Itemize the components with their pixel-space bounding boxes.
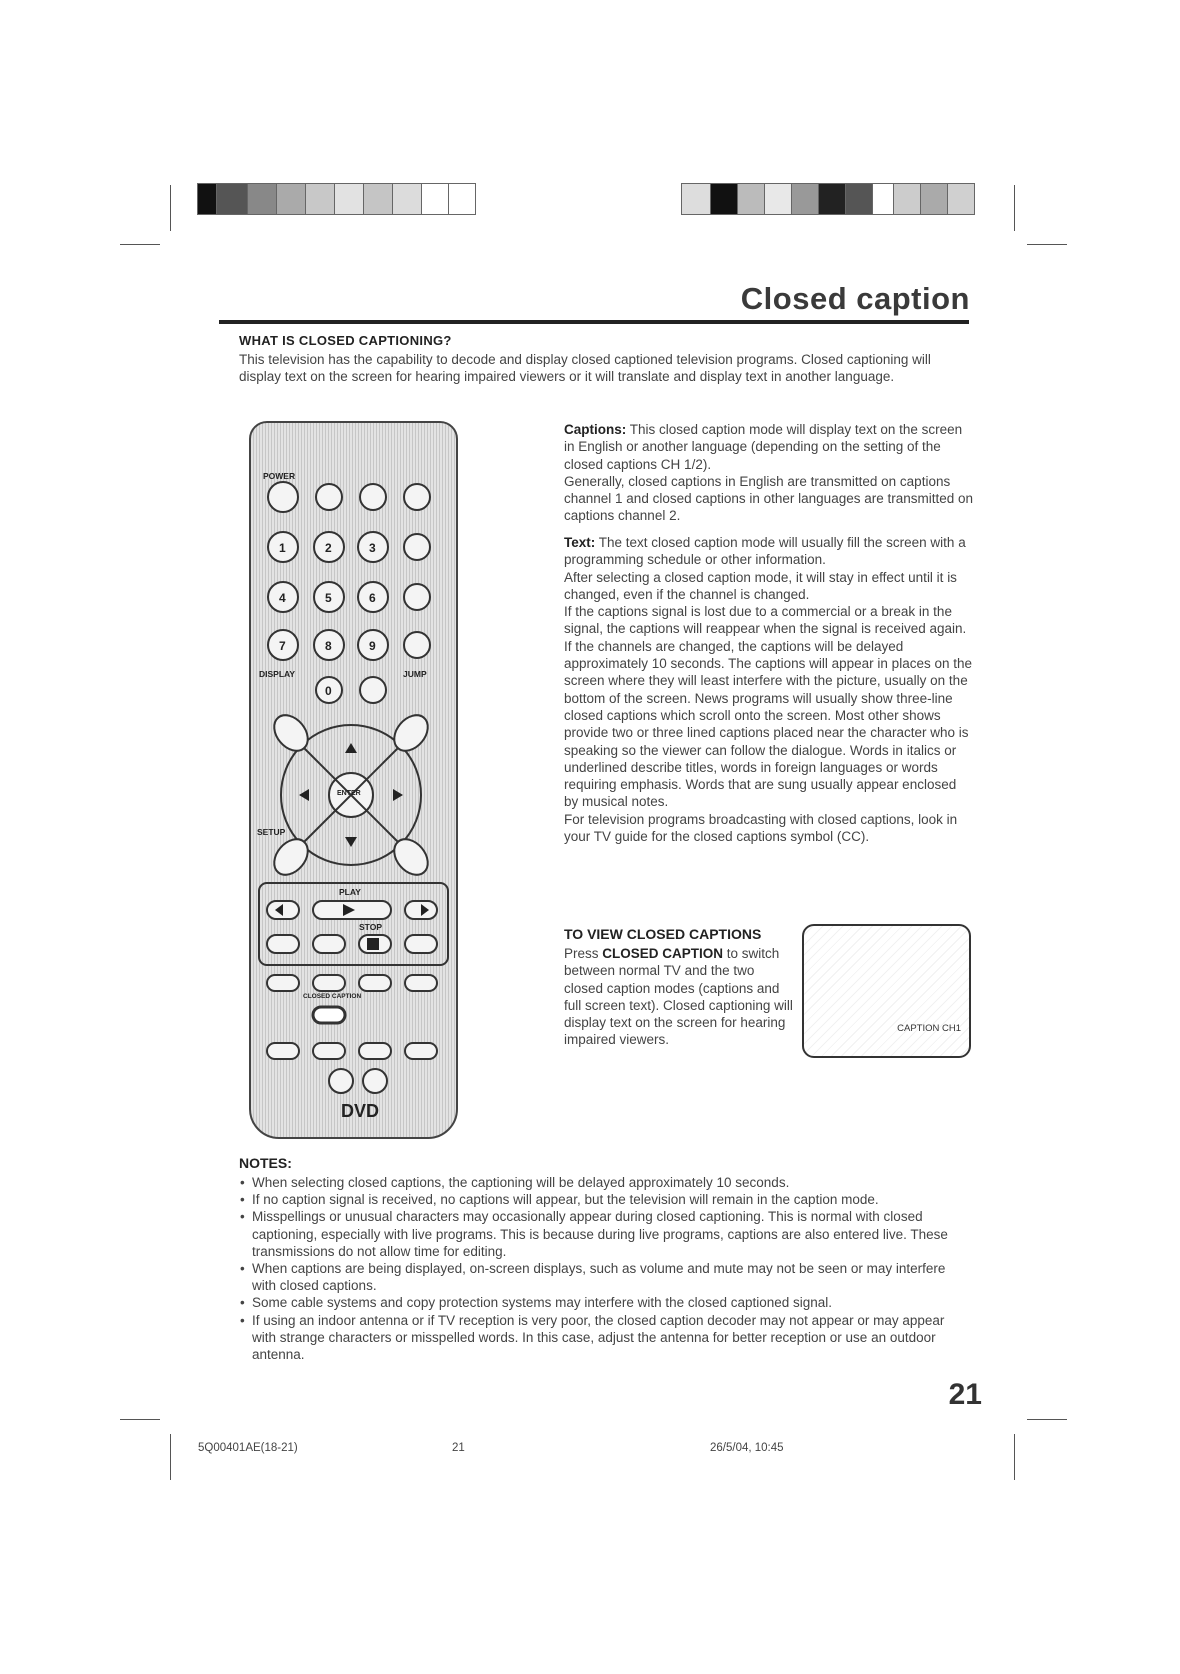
remote-drawing [251, 423, 456, 1137]
note-item: • If no caption signal is received, no captions will appear, but the television will remain in the caption mode. [240, 1191, 970, 1208]
crop-mark [170, 185, 171, 231]
remote-display-label: DISPLAY [259, 669, 296, 679]
section-intro-text: This television has the capability to decode and display closed captioned television programs. Closed captioning will display text on the screen for hearing impaired viewers or it will translate and display text in another language. [239, 352, 931, 385]
caption-channel-label: CAPTION CH1 [897, 1023, 961, 1034]
text-mode-text-4: For television programs broadcasting with closed captions, look in your TV guide for the closed captions symbol (CC). [564, 811, 958, 845]
remote-key-3: 3 [369, 541, 376, 555]
crop-mark [120, 244, 160, 245]
remote-key-1: 1 [279, 541, 286, 555]
captions-text-2: Generally, closed captions in English are transmitted on captions channel 1 and closed captions in other languages are transmitted on captions channel 2. [564, 473, 974, 524]
remote-power-label: POWER [263, 471, 296, 481]
section-heading-what: WHAT IS CLOSED CAPTIONING? [239, 333, 452, 348]
tv-screen-illustration [802, 924, 971, 1058]
registration-bar-right [681, 183, 975, 215]
remote-key-7: 7 [279, 639, 286, 653]
remote-key-8: 8 [325, 639, 332, 653]
text-mode-text-2: After selecting a closed caption mode, it will stay in effect until it is changed, even if the channel is changed. [564, 569, 957, 602]
crop-mark [1014, 1434, 1015, 1480]
remote-key-6: 6 [369, 591, 376, 605]
note-item: • Misspellings or unusual characters may occasionally appear during closed captioning. This is normal with closed captioning, especially with live programs. This is because during live programs, captions are also entered live. These transmissions do not allow time for editing. [240, 1208, 970, 1260]
note-item: • If using an indoor antenna or if TV reception is very poor, the closed caption decoder may not appear or may appear with strange characters or misspelled words. In this case, adjust the antenna for better reception or use an outdoor antenna. [240, 1312, 970, 1364]
footer-date: 26/5/04, 10:45 [710, 1442, 784, 1454]
title-rule [219, 320, 969, 324]
notes-heading: NOTES: [239, 1155, 292, 1171]
page-title: Closed caption [740, 281, 970, 316]
remote-closed-caption-label: CLOSED CAPTION [303, 993, 362, 1000]
remote-play-label: PLAY [339, 887, 361, 897]
svg-text:DVD: DVD [341, 1101, 380, 1121]
view-rest-text: to switch between normal TV and the two closed caption modes (captions and full screen text). Closed captioning will display text on the screen for hearing impaired viewers. [564, 946, 793, 1048]
note-item: • When selecting closed captions, the captioning will be delayed approximately 10 seconds. [240, 1174, 970, 1191]
remote-jump-label: JUMP [403, 669, 427, 679]
remote-key-2: 2 [325, 541, 332, 555]
note-item: • When captions are being displayed, on-screen displays, such as volume and mute may not be seen or may interfere with closed captions. [240, 1260, 970, 1294]
crop-mark [1014, 185, 1015, 231]
text-mode-label: Text: [564, 535, 596, 550]
crop-mark [1027, 244, 1067, 245]
page-number: 21 [948, 1378, 982, 1411]
remote-key-4: 4 [279, 591, 286, 605]
view-press-text: Press [564, 946, 603, 961]
crop-mark [1027, 1419, 1067, 1420]
note-item: • Some cable systems and copy protection systems may interfere with the closed captioned signal. [240, 1294, 970, 1311]
captions-description [564, 421, 974, 525]
remote-setup-label: SETUP [257, 827, 286, 837]
remote-control-illustration [249, 421, 458, 1139]
crop-mark [120, 1419, 160, 1420]
remote-key-9: 9 [369, 639, 376, 653]
registration-bar-left [197, 183, 476, 215]
remote-key-5: 5 [325, 591, 332, 605]
text-mode-text-1: The text closed caption mode will usually fill the screen with a programming schedule or other information. [564, 535, 966, 568]
view-captions-text [564, 945, 794, 1049]
captions-text-1: This closed caption mode will display text on the screen in English or another language (depending on the setting of the closed captions CH 1/2). [564, 422, 963, 472]
view-captions-heading: TO VIEW CLOSED CAPTIONS [564, 926, 762, 942]
crop-mark [170, 1434, 171, 1480]
text-mode-description [564, 534, 974, 845]
footer-code: 5Q00401AE(18-21) [198, 1442, 298, 1454]
captions-label: Captions: [564, 422, 627, 437]
remote-key-0: 0 [325, 684, 332, 698]
closed-caption-button-name: CLOSED CAPTION [602, 946, 724, 961]
notes-list [240, 1174, 970, 1363]
remote-stop-label: STOP [359, 922, 382, 932]
remote-enter-label: ENTER [337, 790, 361, 797]
footer-page: 21 [452, 1442, 465, 1454]
text-mode-text-3: If the captions signal is lost due to a commercial or a break in the signal, the captions will reappear when the signal is received again. If the channels are changed, the captions will be delayed approximately 10 seconds. The captions will appear in places on the screen where they will least interfere with the picture, usually on the bottom of the screen. News programs will usually show three-line closed captions which scroll onto the screen. Most other shows provide two or three lined captions placed near the character who is speaking so the viewer can follow the dialogue. Words in italics or underlined describe titles, words in foreign languages or words requiring emphasis. Words that are sung usually appear enclosed by musical notes. [564, 604, 972, 810]
